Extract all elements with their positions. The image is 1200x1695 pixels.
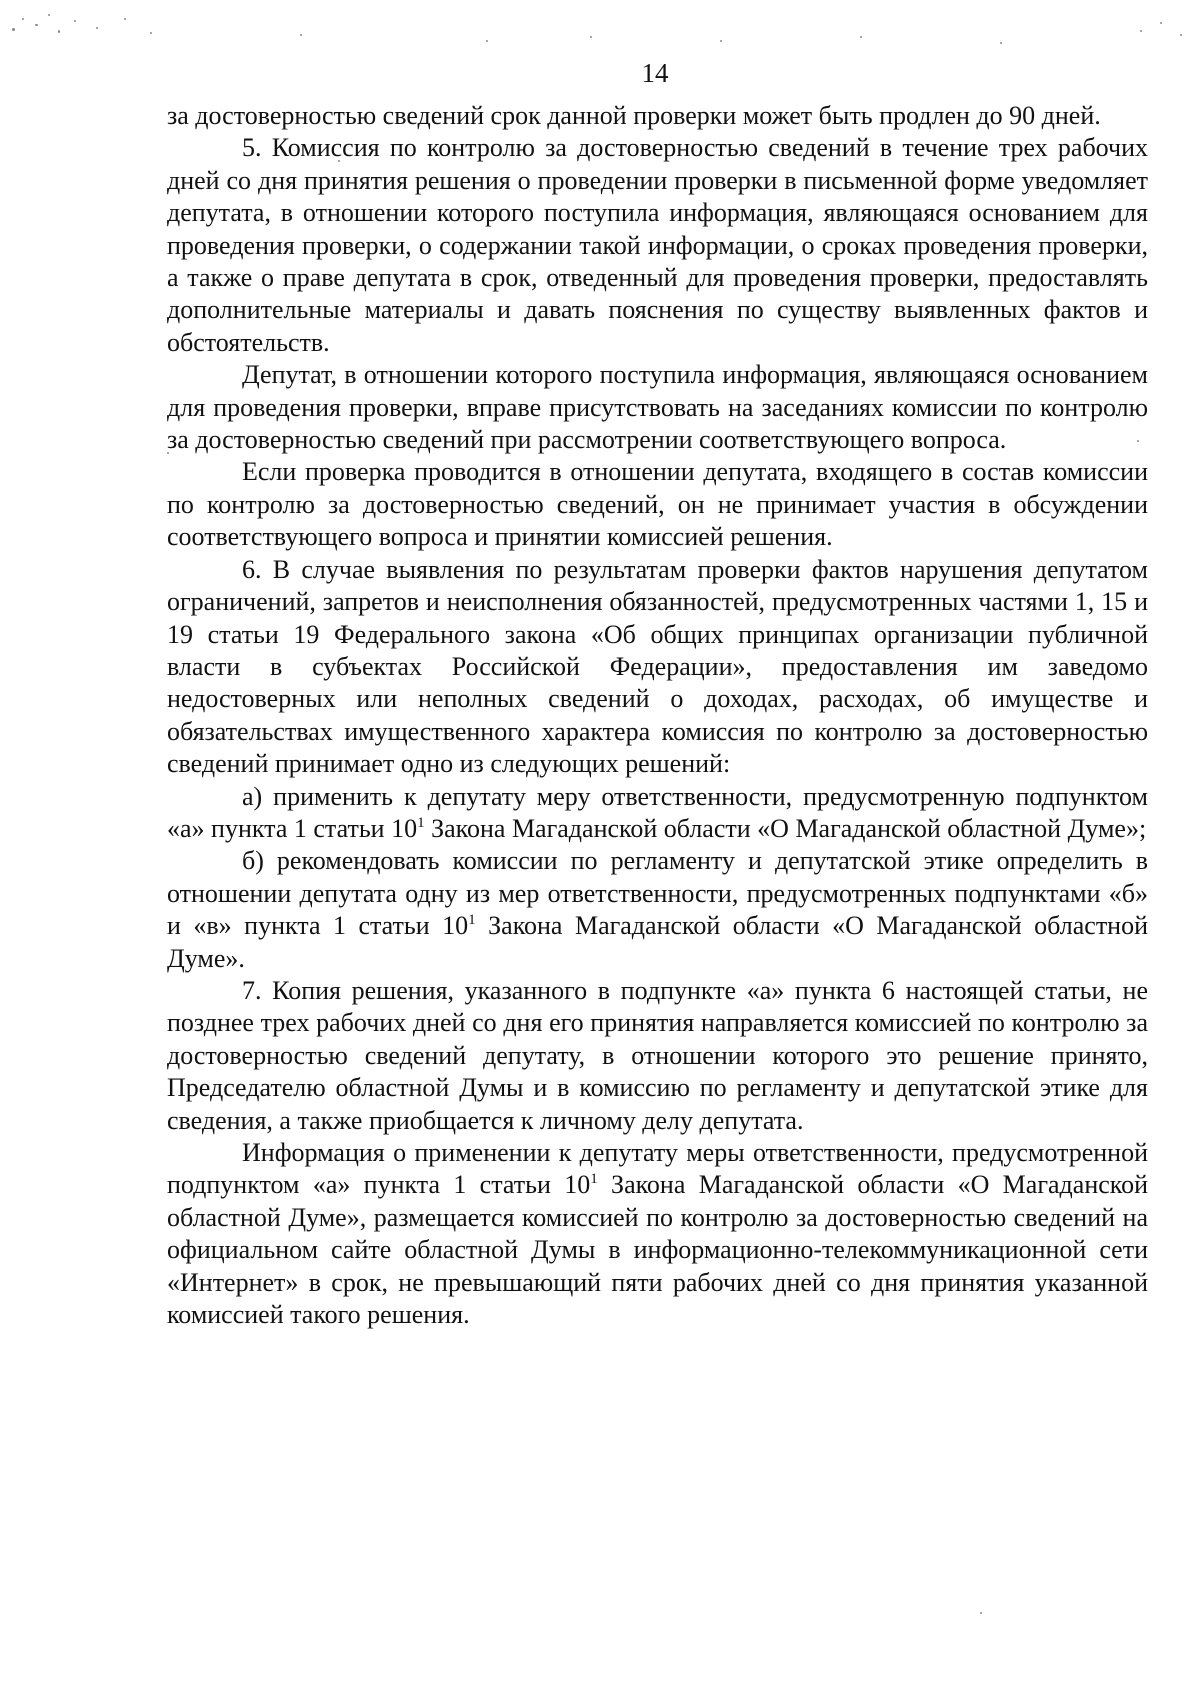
page-number: 14: [641, 58, 669, 88]
subitem-a-text: а) применить к депутату меру ответственности, предусмотренную подпунктом «а» пункта 1 статьи 10: [167, 781, 1148, 843]
superscript: 1: [417, 814, 425, 831]
paragraph-item-6: 6. В случае выявления по результатам проверки фактов нарушения депутатом ограничений, запретов и неисполнения обязанностей, предусмотренных частями 1, 15 и 19 статьи 19 Федерального закона «Об общих принципах организации публичной власти в субъектах Российской Федерации», предоставления им заведомо недостоверных или неполных сведений о доходах, расходах, об имуществе и обязательствах имущественного характера комиссия по контролю за достоверностью сведений принимает одно из следующих решений:: [167, 554, 1148, 779]
subitem-a-text-end: Закона Магаданской области «О Магаданской областной Думе»;: [424, 813, 1147, 843]
paragraph-deputy-presence: Депутат, в отношении которого поступила информация, являющаяся основанием для проведения проверки, вправе присутствовать на заседаниях комиссии по контролю за достоверностью сведений при рассмотрении соответствующего вопроса.: [167, 360, 1148, 455]
paragraph-item-7: 7. Копия решения, указанного в подпункте «а» пункта 6 настоящей статьи, не позднее трех рабочих дней со дня его принятия направляется комиссией по контролю за достоверностью сведений депутату, в отношении которого это решение принято, Председателю областной Думы и в комиссию по регламенту и депутатской этике для сведения, а также приобщается к личному делу депутата.: [167, 975, 1148, 1135]
information-text-end: Закона Магаданской области «О Магаданской областной Думе», размещается комиссией по контролю за достоверностью сведений на официальном сайте областной Думы в информационно-телекоммуникационной сети «Интернет» в срок, не превышающий пяти рабочих дней со дня принятия указанной комиссией такого решения.: [167, 1170, 1148, 1330]
paragraph-information: [167, 1137, 1148, 1331]
superscript: 1: [468, 912, 476, 929]
paragraph-subitem-a: [167, 781, 1148, 846]
information-text: Информация о применении к депутату меры ответственности, предусмотренной подпунктом «а» пункта 1 статьи 10: [167, 1138, 1148, 1200]
subitem-b-text-end: Закона Магаданской области «О Магаданской областной Думе».: [167, 911, 1149, 973]
document-body: [167, 100, 1148, 1331]
subitem-b-text: б) рекомендовать комиссии по регламенту и депутатской этике определить в отношении депутата одну из мер ответственности, предусмотренных подпунктами «б» и «в» пункта 1 статьи 10: [167, 846, 1148, 941]
paragraph-item-5: 5. Комиссия по контролю за достоверностью сведений в течение трех рабочих дней со дня принятия решения о проведении проверки в письменной форме уведомляет депутата, в отношении которого поступила информация, являющаяся основанием для проведения проверки, о содержании такой информации, о сроках проведения проверки, а также о праве депутата в срок, отведенный для проведения проверки, предоставлять дополнительные материалы и давать пояснения по существу выявленных фактов и обстоятельств.: [167, 133, 1148, 357]
paragraph-subitem-b: [167, 845, 1148, 975]
superscript: 1: [590, 1171, 598, 1188]
paragraph-continuation: за достоверностью сведений срок данной проверки может быть продлен до 90 дней.: [167, 101, 1101, 130]
paragraph-commission-member: Если проверка проводится в отношении депутата, входящего в состав комиссии по контролю за достоверностью сведений, он не принимает участия в обсуждении соответствующего вопроса и принятии комиссией решения.: [167, 457, 1148, 552]
